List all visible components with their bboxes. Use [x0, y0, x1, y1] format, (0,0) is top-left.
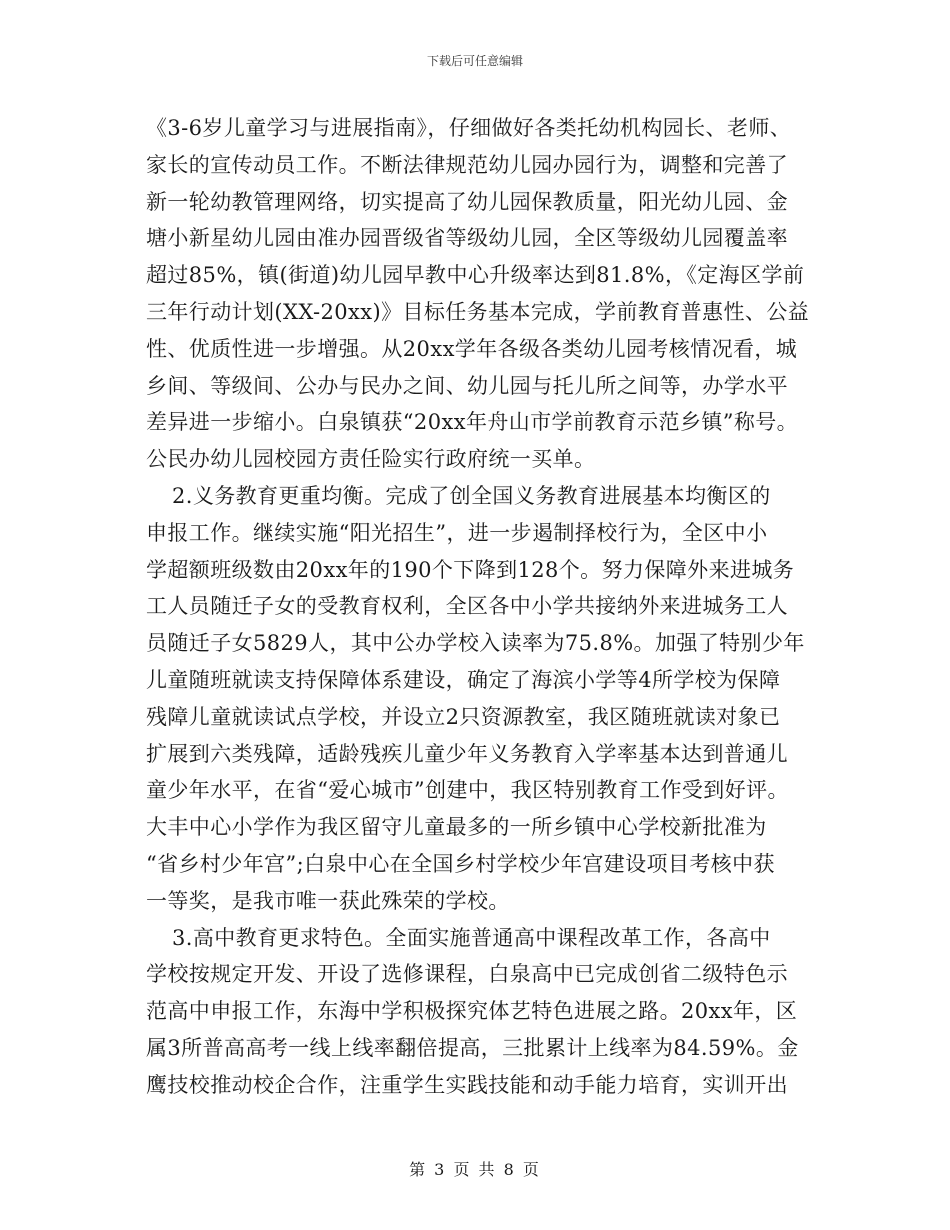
- text-line: 残障儿童就读试点学校，并设立2只资源教室，我区随班就读对象已: [146, 704, 781, 729]
- text-line: 鹰技校推动校企合作，注重学生实践技能和动手能力培育，实训开出: [146, 1072, 788, 1097]
- text-line: 工人员随迁子女的受教育权利，全区各中小学共接纳外来进城务工人: [146, 594, 788, 619]
- text-line: “省乡村少年宫”;白泉中心在全国乡村学校少年宫建设项目考核中获: [146, 851, 775, 876]
- page-header-note: 下载后可任意编辑: [426, 54, 523, 68]
- text-line: 大丰中心小学作为我区留守儿童最多的一所乡镇中心学校新批准为: [146, 815, 767, 840]
- text-line: 范高中申报工作，东海中学积极探究体艺特色进展之路。20xx年，区: [146, 999, 798, 1024]
- text-line: 超过85%，镇(街道)幼儿园早教中心升级率达到81.8%，《定海区学前: [146, 263, 805, 288]
- text-line: 塘小新星幼儿园由准办园晋级省等级幼儿园，全区等级幼儿园覆盖率: [146, 226, 788, 251]
- page-number-footer: 第 3 页 共 8 页: [409, 1160, 541, 1179]
- text-line: 《3-6岁儿童学习与进展指南》，仔细做好各类托幼机构园长、老师、: [146, 116, 792, 140]
- text-line: 申报工作。继续实施“阳光招生”，进一步遏制择校行为，全区中小: [146, 520, 768, 545]
- paragraph-start-line: 2.义务教育更重均衡。完成了创全国义务教育进展基本均衡区的: [172, 483, 771, 508]
- document-body: [146, 110, 816, 1104]
- text-line: 儿童随班就读支持保障体系建设，确定了海滨小学等4所学校为保障: [146, 667, 781, 692]
- text-line: 童少年水平，在省“爱心城市”创建中，我区特别教育工作受到好评。: [146, 778, 789, 803]
- text-line: 员随迁子女5829人，其中公办学校入读率为75.8%。加强了特别少年: [146, 631, 805, 656]
- text-line: 家长的宣传动员工作。不断法律规范幼儿园办园行为，调整和完善了: [146, 152, 788, 177]
- text-line: 差异进一步缩小。白泉镇获“20xx年舟山市学前教育示范乡镇”称号。: [146, 410, 799, 435]
- text-line: 扩展到六类残障，适龄残疾儿童少年义务教育入学率基本达到普通儿: [146, 741, 788, 766]
- paragraph-start-line: 3.高中教育更求特色。全面实施普通高中课程改革工作，各高中: [172, 925, 771, 950]
- text-line: 学校按规定开发、开设了选修课程，白泉高中已完成创省二级特色示: [146, 962, 788, 987]
- text-line: 性、优质性进一步增强。从20xx学年各级各类幼儿园考核情况看，城: [146, 336, 798, 361]
- text-line: 公民办幼儿园校园方责任险实行政府统一买单。: [146, 447, 596, 472]
- text-line: 新一轮幼教管理网络，切实提高了幼儿园保教质量，阳光幼儿园、金: [146, 189, 788, 214]
- text-line: 属3所普高高考一线上线率翻倍提高，三批累计上线率为84.59%。金: [146, 1035, 799, 1060]
- text-line: 三年行动计划(XX-20xx)》目标任务基本完成，学前教育普惠性、公益: [146, 299, 810, 324]
- text-line: 乡间、等级间、公办与民办之间、幼儿园与托儿所之间等，办学水平: [146, 373, 788, 398]
- text-line: 一等奖，是我市唯一获此殊荣的学校。: [146, 888, 510, 913]
- text-line: 学超额班级数由20xx年的190个下降到128个。努力保障外来进城务: [146, 557, 795, 582]
